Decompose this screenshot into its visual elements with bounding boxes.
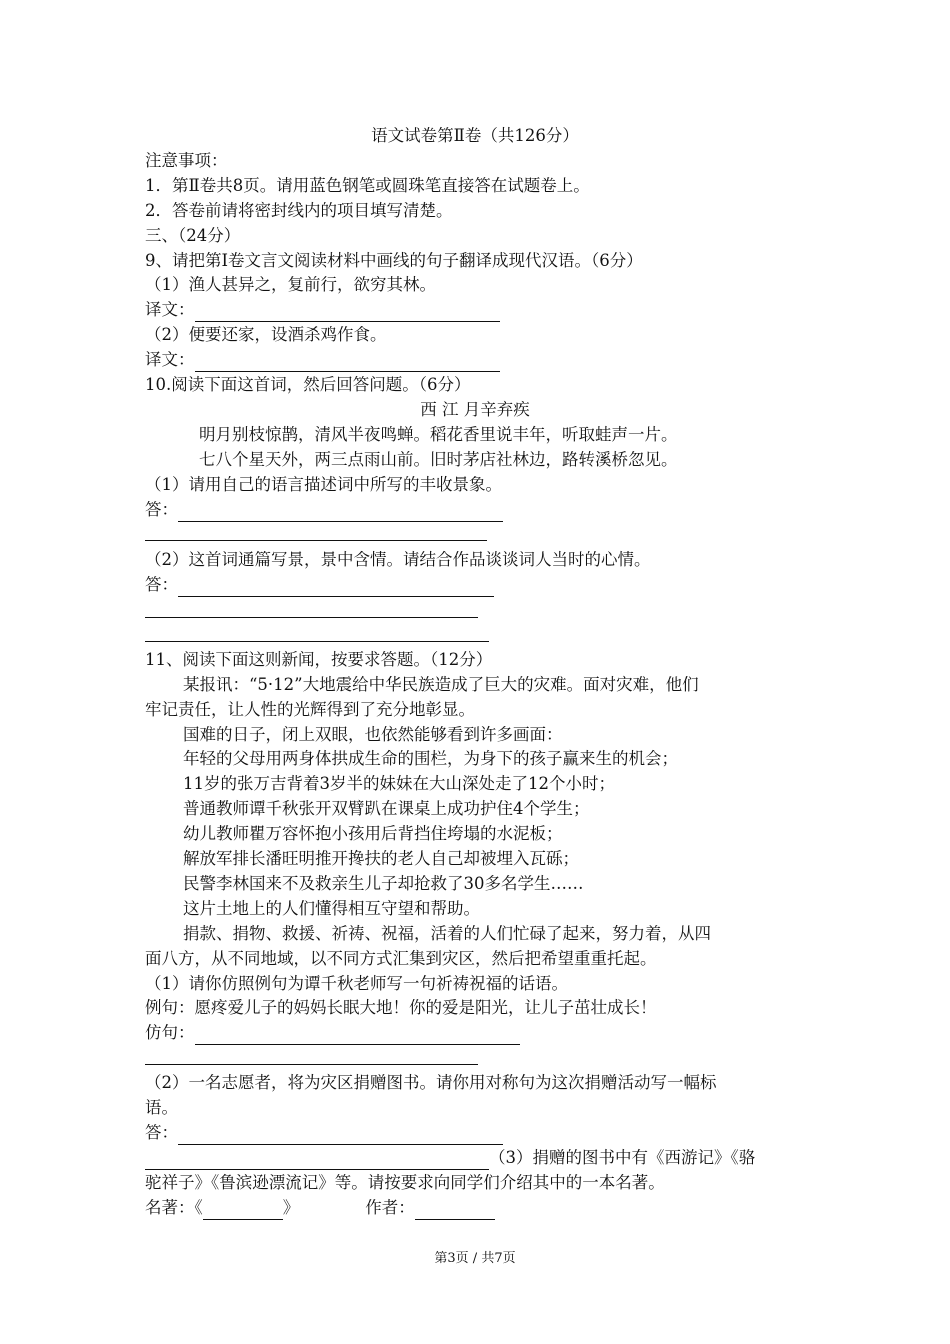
notice-heading: 注意事项：: [145, 151, 228, 170]
book-name-line[interactable]: [203, 1201, 283, 1220]
author-name-line[interactable]: [415, 1201, 495, 1220]
q11-imitate-label: 仿句：: [145, 1023, 195, 1042]
news-para-9: 这片土地上的人们懂得相互守望和帮助。: [183, 899, 480, 918]
q9-answer-1: [145, 298, 500, 322]
q11-answer-line[interactable]: [178, 1126, 503, 1145]
q9-answer-1-label: 译文：: [145, 300, 195, 319]
q11-imitate-line-2[interactable]: [145, 1064, 478, 1065]
news-para-10b: 面八方，从不同地域，以不同方式汇集到灾区，然后把希望重重托起。: [145, 949, 657, 968]
q11-book-row: [145, 1196, 495, 1220]
q11-answer-line-2[interactable]: [145, 1151, 489, 1170]
q11-sub-3a-row: [145, 1146, 755, 1170]
q10-answer-1-line-2[interactable]: [145, 540, 487, 541]
news-para-1a: 某报讯：“5·12”大地震给中华民族造成了巨大的灾难。面对灾难，他们: [183, 675, 699, 694]
poem-line-1: 明月别枝惊鹊，清风半夜鸣蝉。稻花香里说丰年，听取蛙声一片。: [199, 425, 678, 444]
q11-sub-3b: 驼祥子》《鲁滨逊漂流记》等。请按要求向同学们介绍其中的一本名著。: [145, 1173, 665, 1192]
news-para-5: 普通教师谭千秋张开双臂趴在课桌上成功护住4个学生；: [183, 799, 590, 818]
q11-answer-label: 答：: [145, 1123, 178, 1142]
news-para-1b: 牢记责任，让人性的光辉得到了充分地彰显。: [145, 700, 475, 719]
q9-answer-2: [145, 348, 500, 372]
q11-sub-3a: （3）捐赠的图书中有《西游记》《骆: [489, 1148, 756, 1167]
q10-answer-2-line-2[interactable]: [145, 617, 478, 618]
q10-answer-1-line[interactable]: [178, 503, 503, 522]
poem-line-2: 七八个星天外，两三点雨山前。旧时茅店社林边，路转溪桥忽见。: [199, 450, 678, 469]
q10-answer-2-line-3[interactable]: [145, 641, 489, 642]
q11-imitate: [145, 1021, 520, 1045]
news-para-10a: 捐款、捐物、救援、祈祷、祝福，活着的人们忙碌了起来，努力着，从四: [183, 924, 711, 943]
q11-sub-1: （1）请你仿照例句为谭千秋老师写一句祈祷祝福的话语。: [145, 974, 568, 993]
page-title: 语文试卷第Ⅱ卷（共126分）: [371, 126, 579, 145]
q10-answer-2-line[interactable]: [178, 578, 494, 597]
q11-answer: [145, 1121, 503, 1145]
news-para-7: 解放军排长潘旺明推开搀扶的老人自己却被埋入瓦砾；: [183, 849, 579, 868]
author-label: 作者：: [365, 1198, 415, 1217]
q10-stem: 10.阅读下面这首词，然后回答问题。（6分）: [145, 375, 471, 394]
q10-answer-2-label: 答：: [145, 575, 178, 594]
q10-sub-1: （1）请用自己的语言描述词中所写的丰收景象。: [145, 475, 502, 494]
q9-answer-2-line[interactable]: [195, 353, 500, 372]
q11-sub-2a: （2）一名志愿者，将为灾区捐赠图书。请你用对称句为这次捐赠活动写一幅标: [145, 1073, 717, 1092]
q10-answer-1-label: 答：: [145, 500, 178, 519]
q9-answer-2-label: 译文：: [145, 350, 195, 369]
q9-stem: 9、请把第Ⅰ卷文言文阅读材料中画线的句子翻译成现代汉语。（6分）: [145, 251, 643, 270]
q10-answer-1: [145, 498, 503, 522]
news-para-4: 11岁的张万吉背着3岁半的妹妹在大山深处走了12个小时；: [183, 774, 615, 793]
news-para-2: 国难的日子，闭上双眼，也依然能够看到许多画面：: [183, 725, 563, 744]
q9-answer-1-line[interactable]: [195, 303, 500, 322]
q9-sentence-1: （1）渔人甚异之，复前行，欲穷其林。: [145, 275, 436, 294]
notice-item-2: 2．答卷前请将密封线内的项目填写清楚。: [145, 201, 453, 220]
q11-example: 例句：愿疼爱儿子的妈妈长眠大地！你的爱是阳光，让儿子茁壮成长！: [145, 998, 657, 1017]
news-para-8: 民警李林国来不及救亲生儿子却抢救了30多名学生……: [183, 874, 584, 893]
q11-sub-2b: 语。: [145, 1098, 178, 1117]
book-close: 》: [282, 1198, 300, 1217]
section-heading: 三、（24分）: [145, 226, 241, 245]
poem-title: 西 江 月辛弃疾: [420, 400, 530, 419]
q9-sentence-2: （2）便要还家，设酒杀鸡作食。: [145, 325, 387, 344]
book-label: 名著：《: [145, 1198, 203, 1217]
page-footer: 第3页 / 共7页: [434, 1251, 516, 1266]
q10-answer-2: [145, 573, 494, 597]
news-para-6: 幼儿教师瞿万容怀抱小孩用后背挡住垮塌的水泥板；: [183, 824, 563, 843]
q11-stem: 11、阅读下面这则新闻，按要求答题。（12分）: [145, 650, 493, 669]
q10-sub-2: （2）这首词通篇写景，景中含情。请结合作品谈谈词人当时的心情。: [145, 550, 651, 569]
q11-imitate-line[interactable]: [195, 1026, 520, 1045]
notice-item-1: 1．第Ⅱ卷共8页。请用蓝色钢笔或圆珠笔直接答在试题卷上。: [145, 176, 590, 195]
news-para-3: 年轻的父母用两身体拱成生命的围栏，为身下的孩子赢来生的机会；: [183, 749, 678, 768]
